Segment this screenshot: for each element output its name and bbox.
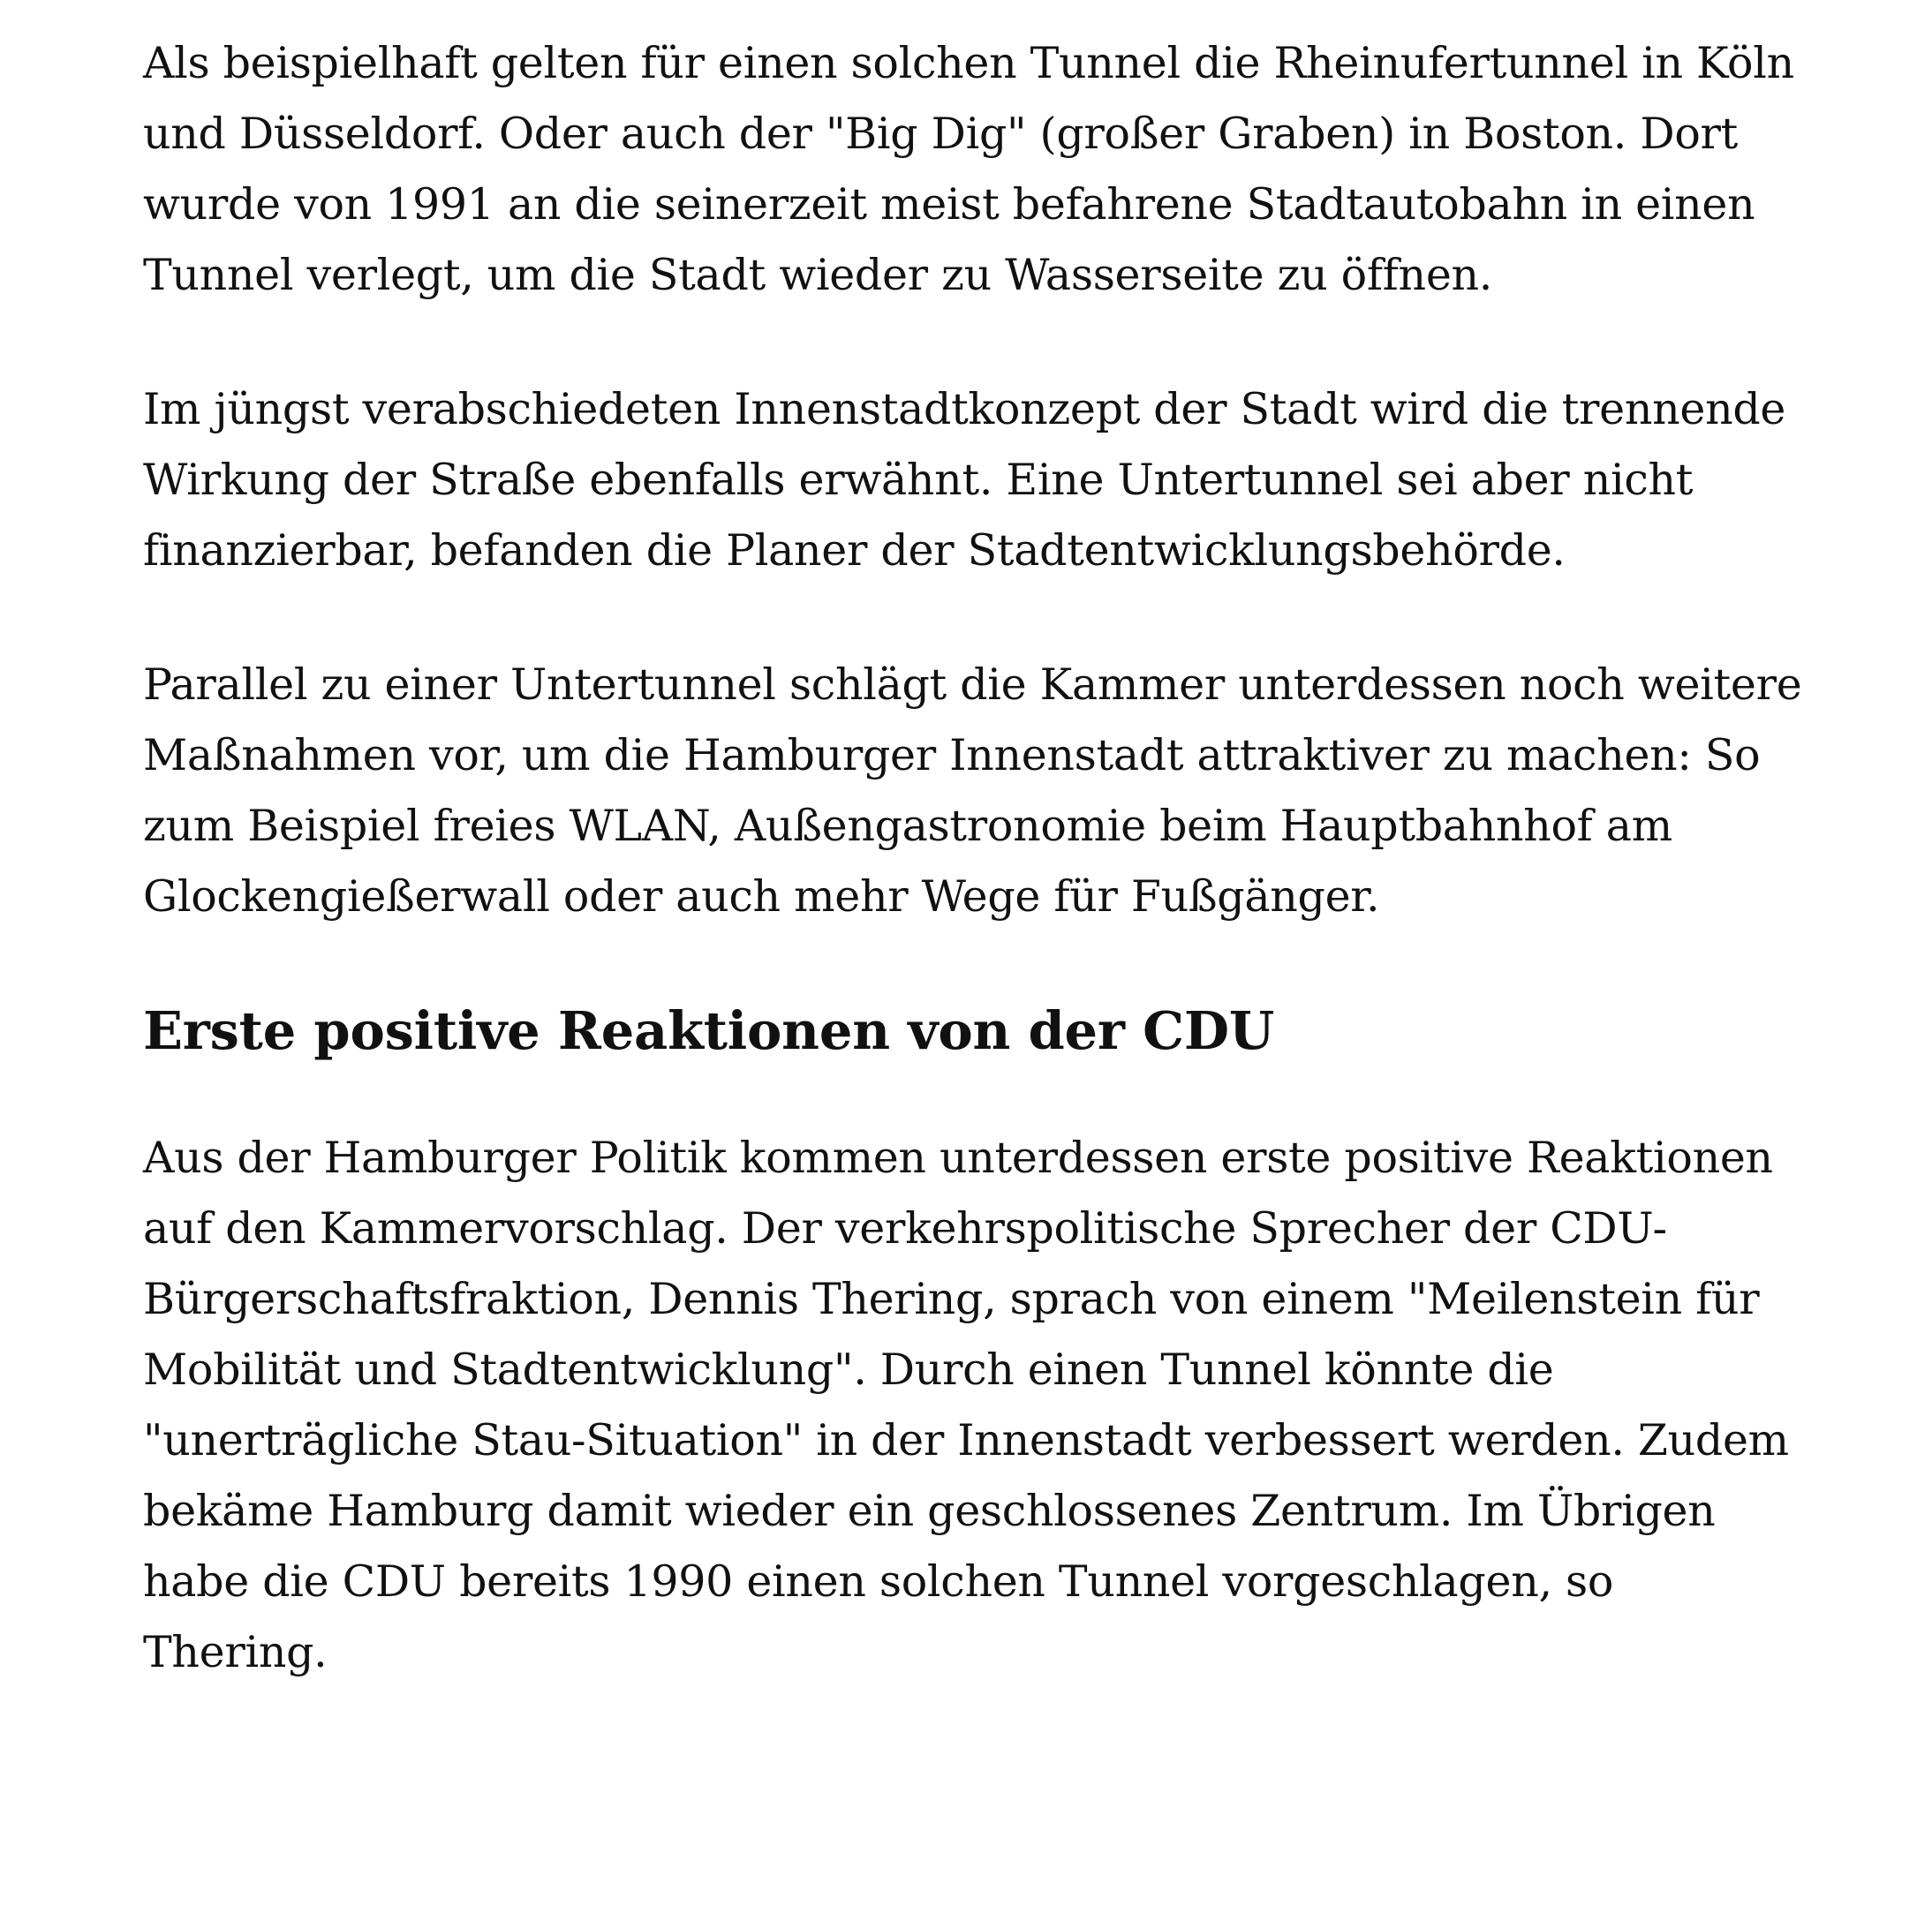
paragraph-innenstadtkonzept: Im jüngst verabschiedeten Innenstadtkonzept der Stadt wird die trennende Wirkung der Straße ebenfalls erwähnt. Eine Untertunnel sei aber nicht finanzierbar, befanden die Planer der Stadtentwicklungsbehörde. <box>143 384 1786 576</box>
article-body <box>143 28 1803 1688</box>
paragraph-cdu-reaktion: Aus der Hamburger Politik kommen unterdessen erste positive Reaktionen auf den Kammervorschlag. Der verkehrspolitische Sprecher der CDU-Bürgerschaftsfraktion, Dennis Thering, sprach von einem "Meilenstein für Mobilität und Stadtentwicklung". Durch einen Tunnel könnte die "unerträgliche Stau-Situation" in der Innenstadt verbessert werden. Zudem bekäme Hamburg damit wieder ein geschlossenes Zentrum. Im Übrigen habe die CDU bereits 1990 einen solchen Tunnel vorgeschlagen, so Thering. <box>143 1133 1789 1677</box>
paragraph-tunnel-examples: Als beispielhaft gelten für einen solchen Tunnel die Rheinufertunnel in Köln und Düsseldorf. Oder auch der "Big Dig" (großer Graben) in Boston. Dort wurde von 1991 an die seinerzeit meist befahrene Stadtautobahn in einen Tunnel verlegt, um die Stadt wieder zu Wasserseite zu öffnen. <box>143 38 1794 300</box>
paragraph-weitere-massnahmen: Parallel zu einer Untertunnel schlägt die Kammer unterdessen noch weitere Maßnahmen vor, um die Hamburger Innenstadt attraktiver zu machen: So zum Beispiel freies WLAN, Außengastronomie beim Hauptbahnhof am Glockengießerwall oder auch mehr Wege für Fußgänger. <box>143 659 1802 922</box>
section-heading: Erste positive Reaktionen von der CDU <box>143 1000 1275 1061</box>
